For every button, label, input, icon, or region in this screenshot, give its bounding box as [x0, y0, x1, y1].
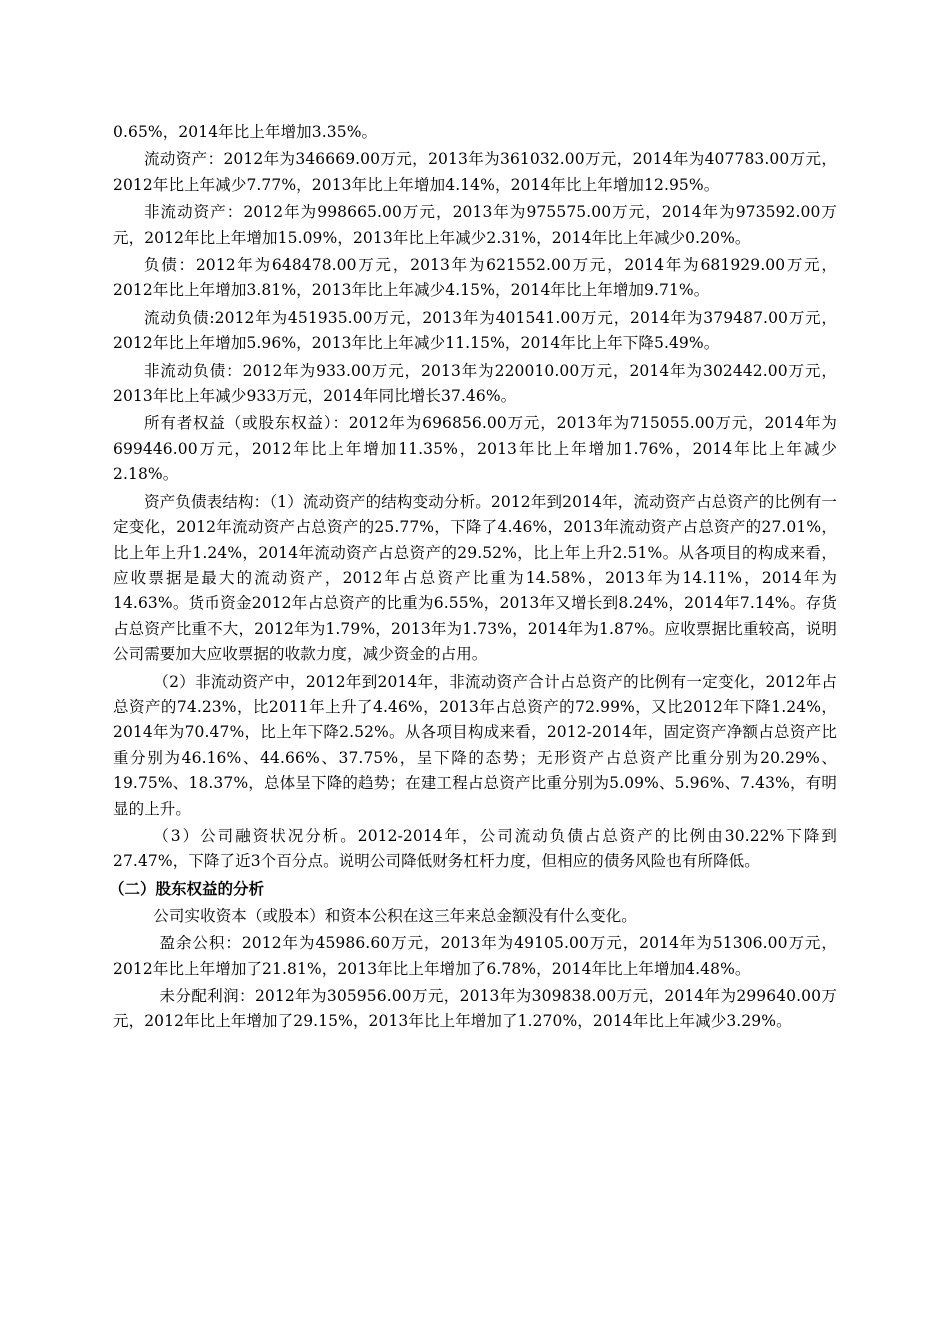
paragraph-liabilities: 负债：2012年为648478.00万元，2013年为621552.00万元，2014年为681929.00万元，2012年比上年增加3.81%，2013年比上年减少4.15%，2014年比上年增加9.71%。 — [113, 256, 837, 300]
paragraph-paid-in-capital: 公司实收资本（或股本）和资本公积在这三年来总金额没有什么变化。 — [153, 906, 637, 925]
paragraph-non-current-assets-structure: （2）非流动资产中，2012年到2014年，非流动资产合计占总资产的比例有一定变化，2012年占总资产的74.23%，比2011年上升了4.46%，2013年占总资产的72.99%，又比2012年下降1.24%，2014年为70.47%，比上年下降2.52%。从各项目构成来看，2012-2014年，固定资产净额占总资产比重分别为46.16%、44.66%、37.75%，呈下降的态势；无形资产占总资产比重分别为20.29%、19.75%、18.37%，总体呈下降的趋势；在建工程占总资产比重分别为5.09%、5.96%、7.43%，有明显的上升。 — [113, 672, 837, 818]
document-page — [109, 120, 837, 1037]
paragraph-current-liabilities: 流动负债:2012年为451935.00万元，2013年为401541.00万元，2014年为379487.00万元，2012年比上年增加5.96%，2013年比上年减少11.15%，2014年比上年下降5.49%。 — [113, 308, 837, 353]
paragraph-surplus-reserve: 盈余公积：2012年为45986.60万元，2013年为49105.00万元，2014年为51306.00万元，2012年比上年增加了21.81%，2013年比上年增加了6.78%，2014年比上年增加4.48%。 — [113, 934, 837, 978]
paragraph-financing-analysis: （3）公司融资状况分析。2012-2014年，公司流动负债占总资产的比例由30.22%下降到27.47%，下降了近3个百分点。说明公司降低财务杠杆力度，但相应的债务风险也有所降低。 — [113, 826, 837, 871]
paragraph-balance-sheet-structure: 资产负债表结构：（1）流动资产的结构变动分析。2012年到2014年，流动资产占总资产的比例有一定变化，2012年流动资产占总资产的25.77%，下降了4.46%，2013年流动资产占总资产的27.01%，比上年上升1.24%，2014年流动资产占总资产的29.52%，比上年上升2.51%。从各项目的构成来看，应收票据是最大的流动资产，2012年占总资产比重为14.58%，2013年为14.11%，2014年为14.63%。货币资金2012年占总资产的比重为6.55%，2013年又增长到8.24%，2014年7.14%。存货占总资产比重不大，2012年为1.79%，2013年为1.73%，2014年为1.87%。应收票据比重较高，说明公司需要加大应收票据的收款力度，减少资金的占用。 — [113, 492, 837, 664]
paragraph-owners-equity: 所有者权益（或股东权益）：2012年为696856.00万元，2013年为715055.00万元，2014年为699446.00万元，2012年比上年增加11.35%，2013年比上年增加1.76%，2014年比上年减少2.18%。 — [113, 414, 837, 484]
paragraph-non-current-liabilities: 非流动负债：2012年为933.00万元，2013年为220010.00万元，2014年为302442.00万元，2013年比上年减少933万元，2014年同比增长37.46%。 — [113, 361, 837, 406]
section-heading-equity: （二）股东权益的分析 — [109, 879, 265, 898]
paragraph-undistributed-profit: 未分配利润：2012年为305956.00万元，2013年为309838.00万元，2014年为299640.00万元，2012年比上年增加了29.15%，2013年比上年增加了1.270%，2014年比上年减少3.29%。 — [113, 987, 837, 1031]
paragraph-continuation: 0.65%，2014年比上年增加3.35%。 — [113, 123, 378, 141]
paragraph-current-assets: 流动资产：2012年为346669.00万元，2013年为361032.00万元，2014年为407783.00万元，2012年比上年减少7.77%，2013年比上年增加4.14%，2014年比上年增加12.95%。 — [113, 150, 837, 194]
paragraph-non-current-assets: 非流动资产：2012年为998665.00万元，2013年为975575.00万元，2014年为973592.00万元，2012年比上年增加15.09%，2013年比上年减少2.31%，2014年比上年减少0.20%。 — [113, 203, 837, 247]
